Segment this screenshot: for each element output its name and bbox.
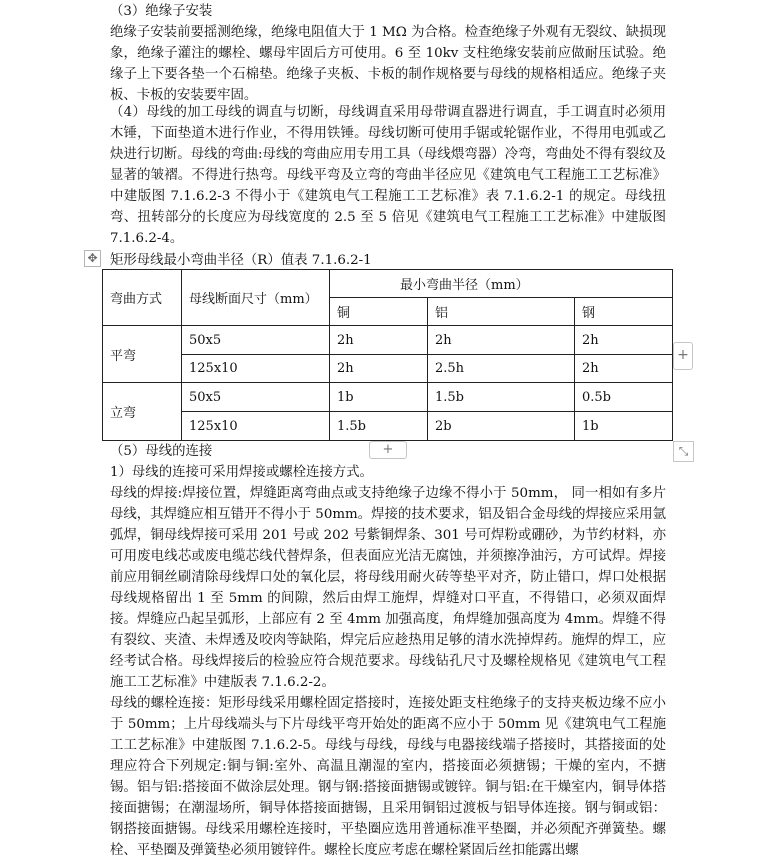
section-busbar-processing: [110, 102, 666, 249]
paragraph: 1）母线的连接可采用焊接或螺栓连接方式。: [110, 465, 373, 480]
cell-copper: 1b: [330, 383, 428, 412]
table-row: [103, 355, 673, 383]
cell-steel: 2h: [575, 355, 673, 383]
bending-radius-table: [102, 269, 673, 441]
group-edge-bend: 立弯: [103, 383, 182, 441]
cell-size: 50x5: [182, 383, 330, 412]
section-insulator-installation: [110, 1, 666, 106]
table-caption: 矩形母线最小弯曲半径（R）值表 7.1.6.2-1: [110, 253, 372, 268]
header-copper: 铜: [330, 298, 428, 326]
table-move-icon[interactable]: ✥: [84, 250, 101, 267]
header-steel: 钢: [575, 298, 673, 326]
cell-copper: 1.5b: [330, 412, 428, 441]
header-section-size: 母线断面尺寸（mm）: [182, 270, 330, 326]
cell-aluminum: 2h: [428, 326, 575, 355]
section-heading: （3）绝缘子安装: [110, 4, 213, 19]
table-row: [103, 412, 673, 441]
paragraph-welding: 母线的焊接:焊接位置，焊缝距离弯曲点或支持绝缘子边缘不得小于 50mm， 同一相如有多片母线，其焊缝应相互错开不得小于 50mm。焊接的技术要求，铝及铝合金母线的焊接应采用氩弧焊，铜母线焊接可采用 201 号或 202 号紫铜焊条、301 号可焊粉或硼砂，为节约材料，亦可用废电线芯或废电缆芯线代替焊条，但表面应光洁无腐蚀，并须擦净油污，方可试焊。焊接前应用铜丝刷清除母线焊口处的氧化层，将母线用耐火砖等垫平对齐，防止错口，焊口处根据母线规格留出 1 至 5mm 的间隙，然后由焊工施焊，焊缝对口平直，不得错口，必须双面焊接。焊缝应凸起呈弧形，上部应有 2 至 4mm 加强高度，角焊缝加强高度为 4mm。焊缝不得有裂纹、夹渣、未焊透及咬肉等缺陷，焊完后应趁热用足够的清水洗掉焊药。施焊的焊工，应经考试合格。母线焊接后的检验应符合规范要求。母线钻孔尺寸及螺栓规格见《建筑电气工程施工工艺标准》中建版表 7.1.6.2-2。: [110, 486, 666, 690]
table-header-row: [103, 270, 673, 298]
table-row: [103, 383, 673, 412]
cell-aluminum: 1.5b: [428, 383, 575, 412]
paragraph: （4）母线的加工母线的调直与切断，母线调直采用母带调直器进行调直，手工调直时必须用木锤，下面垫道木进行作业，不得用铁锤。母线切断可使用手锯或轮锯作业，不得用电弧或乙炔进行切断。母线的弯曲:母线的弯曲应用专用工具（母线煨弯器）冷弯，弯曲处不得有裂纹及显著的皱褶。不得进行热弯。母线平弯及立弯的弯曲半径应见《建筑电气工程施工工艺标准》中建版图 7.1.6.2-3 不得小于《建筑电气工程施工工艺标准》表 7.1.6.2-1 的规定。母线扭弯、扭转部分的长度应为母线宽度的 2.5 至 5 倍见《建筑电气工程施工工艺标准》中建版图 7.1.6.2-4。: [110, 105, 666, 246]
paragraph-bolting: 母线的螺栓连接：矩形母线采用螺栓固定搭接时，连接处距支柱绝缘子的支持夹板边缘不应小于 50mm；上片母线端头与下片母线平弯开始处的距离不应小于 50mm 见《建筑电气工程施工工艺标准》中建版图 7.1.6.2-5。母线与母线，母线与电器接线端子搭接时，其搭接面的处理应符合下列规定:铜与铜:室外、高温且潮湿的室内，搭接面必须搪锡；干燥的室内，不搪锡。铝与铝:搭接面不做涂层处理。钢与钢:搭接面搪锡或镀锌。铜与铝:在干燥室内，铜导体搭接面搪锡；在潮湿场所，铜导体搭接面搪锡，且采用铜铝过渡板与铝导体连接。钢与铜或铝：钢搭接面搪锡。母线采用螺栓连接时，平垫圈应选用普通标准平垫圈，并必须配齐弹簧垫。螺栓、平垫圈及弹簧垫必须用镀锌件。螺栓长度应考虑在螺栓紧固后丝扣能露出螺: [110, 696, 666, 858]
table-row: [103, 326, 673, 355]
add-column-button[interactable]: +: [673, 342, 693, 370]
cell-copper: 2h: [330, 326, 428, 355]
cell-size: 125x10: [182, 355, 330, 383]
header-min-radius: 最小弯曲半径（mm）: [330, 270, 673, 298]
add-row-button[interactable]: +: [369, 441, 407, 459]
cell-aluminum: 2.5h: [428, 355, 575, 383]
table-resize-icon[interactable]: ⤡: [673, 441, 694, 462]
cell-steel: 2h: [575, 326, 673, 355]
cell-aluminum: 2b: [428, 412, 575, 441]
cell-copper: 2h: [330, 355, 428, 383]
cell-size: 125x10: [182, 412, 330, 441]
cell-size: 50x5: [182, 326, 330, 355]
header-aluminum: 铝: [428, 298, 575, 326]
paragraph: 绝缘子安装前要摇测绝缘，绝缘电阻值大于 1 MΩ 为合格。检查绝缘子外观有无裂纹、缺损现象，绝缘子灌注的螺栓、螺母牢固后方可使用。6 至 10kv 支柱绝缘安装前应做耐压试验。绝缘子上下要各垫一个石棉垫。绝缘子夹板、卡板的制作规格要与母线的规格相适应。绝缘子夹板、卡板的安装要牢固。: [110, 25, 666, 103]
group-flat-bend: 平弯: [103, 326, 182, 383]
cell-steel: 1b: [575, 412, 673, 441]
cell-steel: 0.5b: [575, 383, 673, 412]
section-heading: （5）母线的连接: [110, 444, 213, 459]
section-busbar-connection: [110, 441, 666, 861]
header-bend-type: 弯曲方式: [103, 270, 182, 326]
